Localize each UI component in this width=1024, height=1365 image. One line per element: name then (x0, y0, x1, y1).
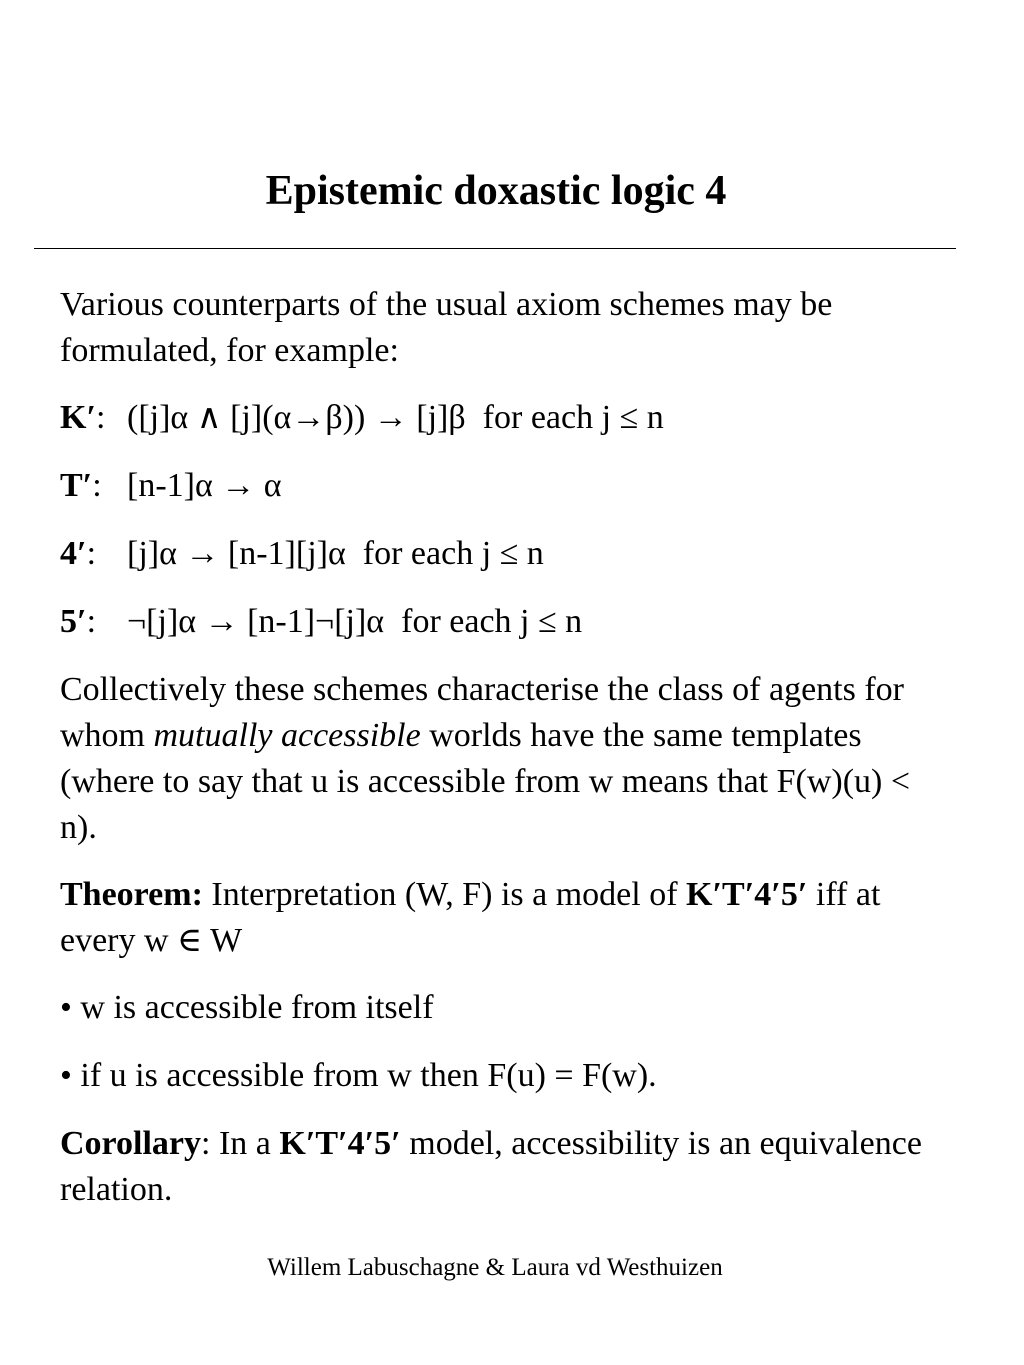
slide-title: Epistemic doxastic logic 4 (265, 168, 727, 214)
corollary-label: Corollary (60, 1125, 202, 1162)
axiom-t-prime (60, 463, 950, 509)
axiom-formula: [n-1]α → α (127, 467, 282, 504)
collective-paragraph (60, 667, 950, 851)
intro-paragraph: Various counterparts of the usual axiom schemes may be formulated, for example: (60, 286, 833, 369)
axiom-name: 4′ (60, 535, 87, 572)
axiom-colon: : (86, 535, 97, 572)
axiom-formula: ([j]α ∧ [j](α→β)) → [j]β for each j ≤ n (127, 399, 664, 436)
axiom-name: K′ (60, 399, 97, 436)
collective-text-after: worlds have the same templates (where to say that u is accessible from w means that F(w)(u) < n). (60, 717, 911, 846)
theorem-text-end: iff at every w ∈ W (60, 876, 881, 959)
axiom-name: T′ (60, 467, 93, 504)
slide-body (60, 282, 950, 1234)
axiom-k-prime (60, 395, 950, 441)
bullet-item: • if u is accessible from w then F(u) = F(w). (60, 1057, 657, 1094)
axiom-colon: : (92, 467, 102, 504)
bullet-item: • w is accessible from itself (60, 989, 434, 1026)
title-divider (34, 248, 956, 249)
corollary-text-end: model, accessibility is an equivalence relation. (60, 1125, 922, 1208)
theorem-logic-name: K′T′4′5′ (686, 876, 808, 913)
corollary-text: : In a (201, 1125, 280, 1162)
collective-emphasis: mutually accessible (153, 717, 421, 754)
axiom-4-prime (60, 531, 950, 577)
theorem-paragraph (60, 872, 950, 964)
slide-footer-authors: Willem Labuschagne & Laura vd Westhuizen (267, 1254, 723, 1281)
corollary-paragraph (60, 1121, 950, 1213)
corollary-logic-name: K′T′4′5′ (279, 1125, 401, 1162)
axiom-name: 5′ (60, 603, 87, 640)
collective-text-before: Collectively these schemes characterise the class of agents for whom (60, 671, 904, 754)
axiom-colon: : (86, 603, 97, 640)
axiom-colon: : (96, 399, 106, 436)
axiom-formula: ¬[j]α → [n-1]¬[j]α for each j ≤ n (127, 603, 583, 640)
theorem-text: Interpretation (W, F) is a model of (202, 876, 687, 913)
axiom-formula: [j]α → [n-1][j]α for each j ≤ n (127, 535, 544, 572)
axiom-5-prime (60, 599, 950, 645)
theorem-label: Theorem: (60, 876, 203, 913)
